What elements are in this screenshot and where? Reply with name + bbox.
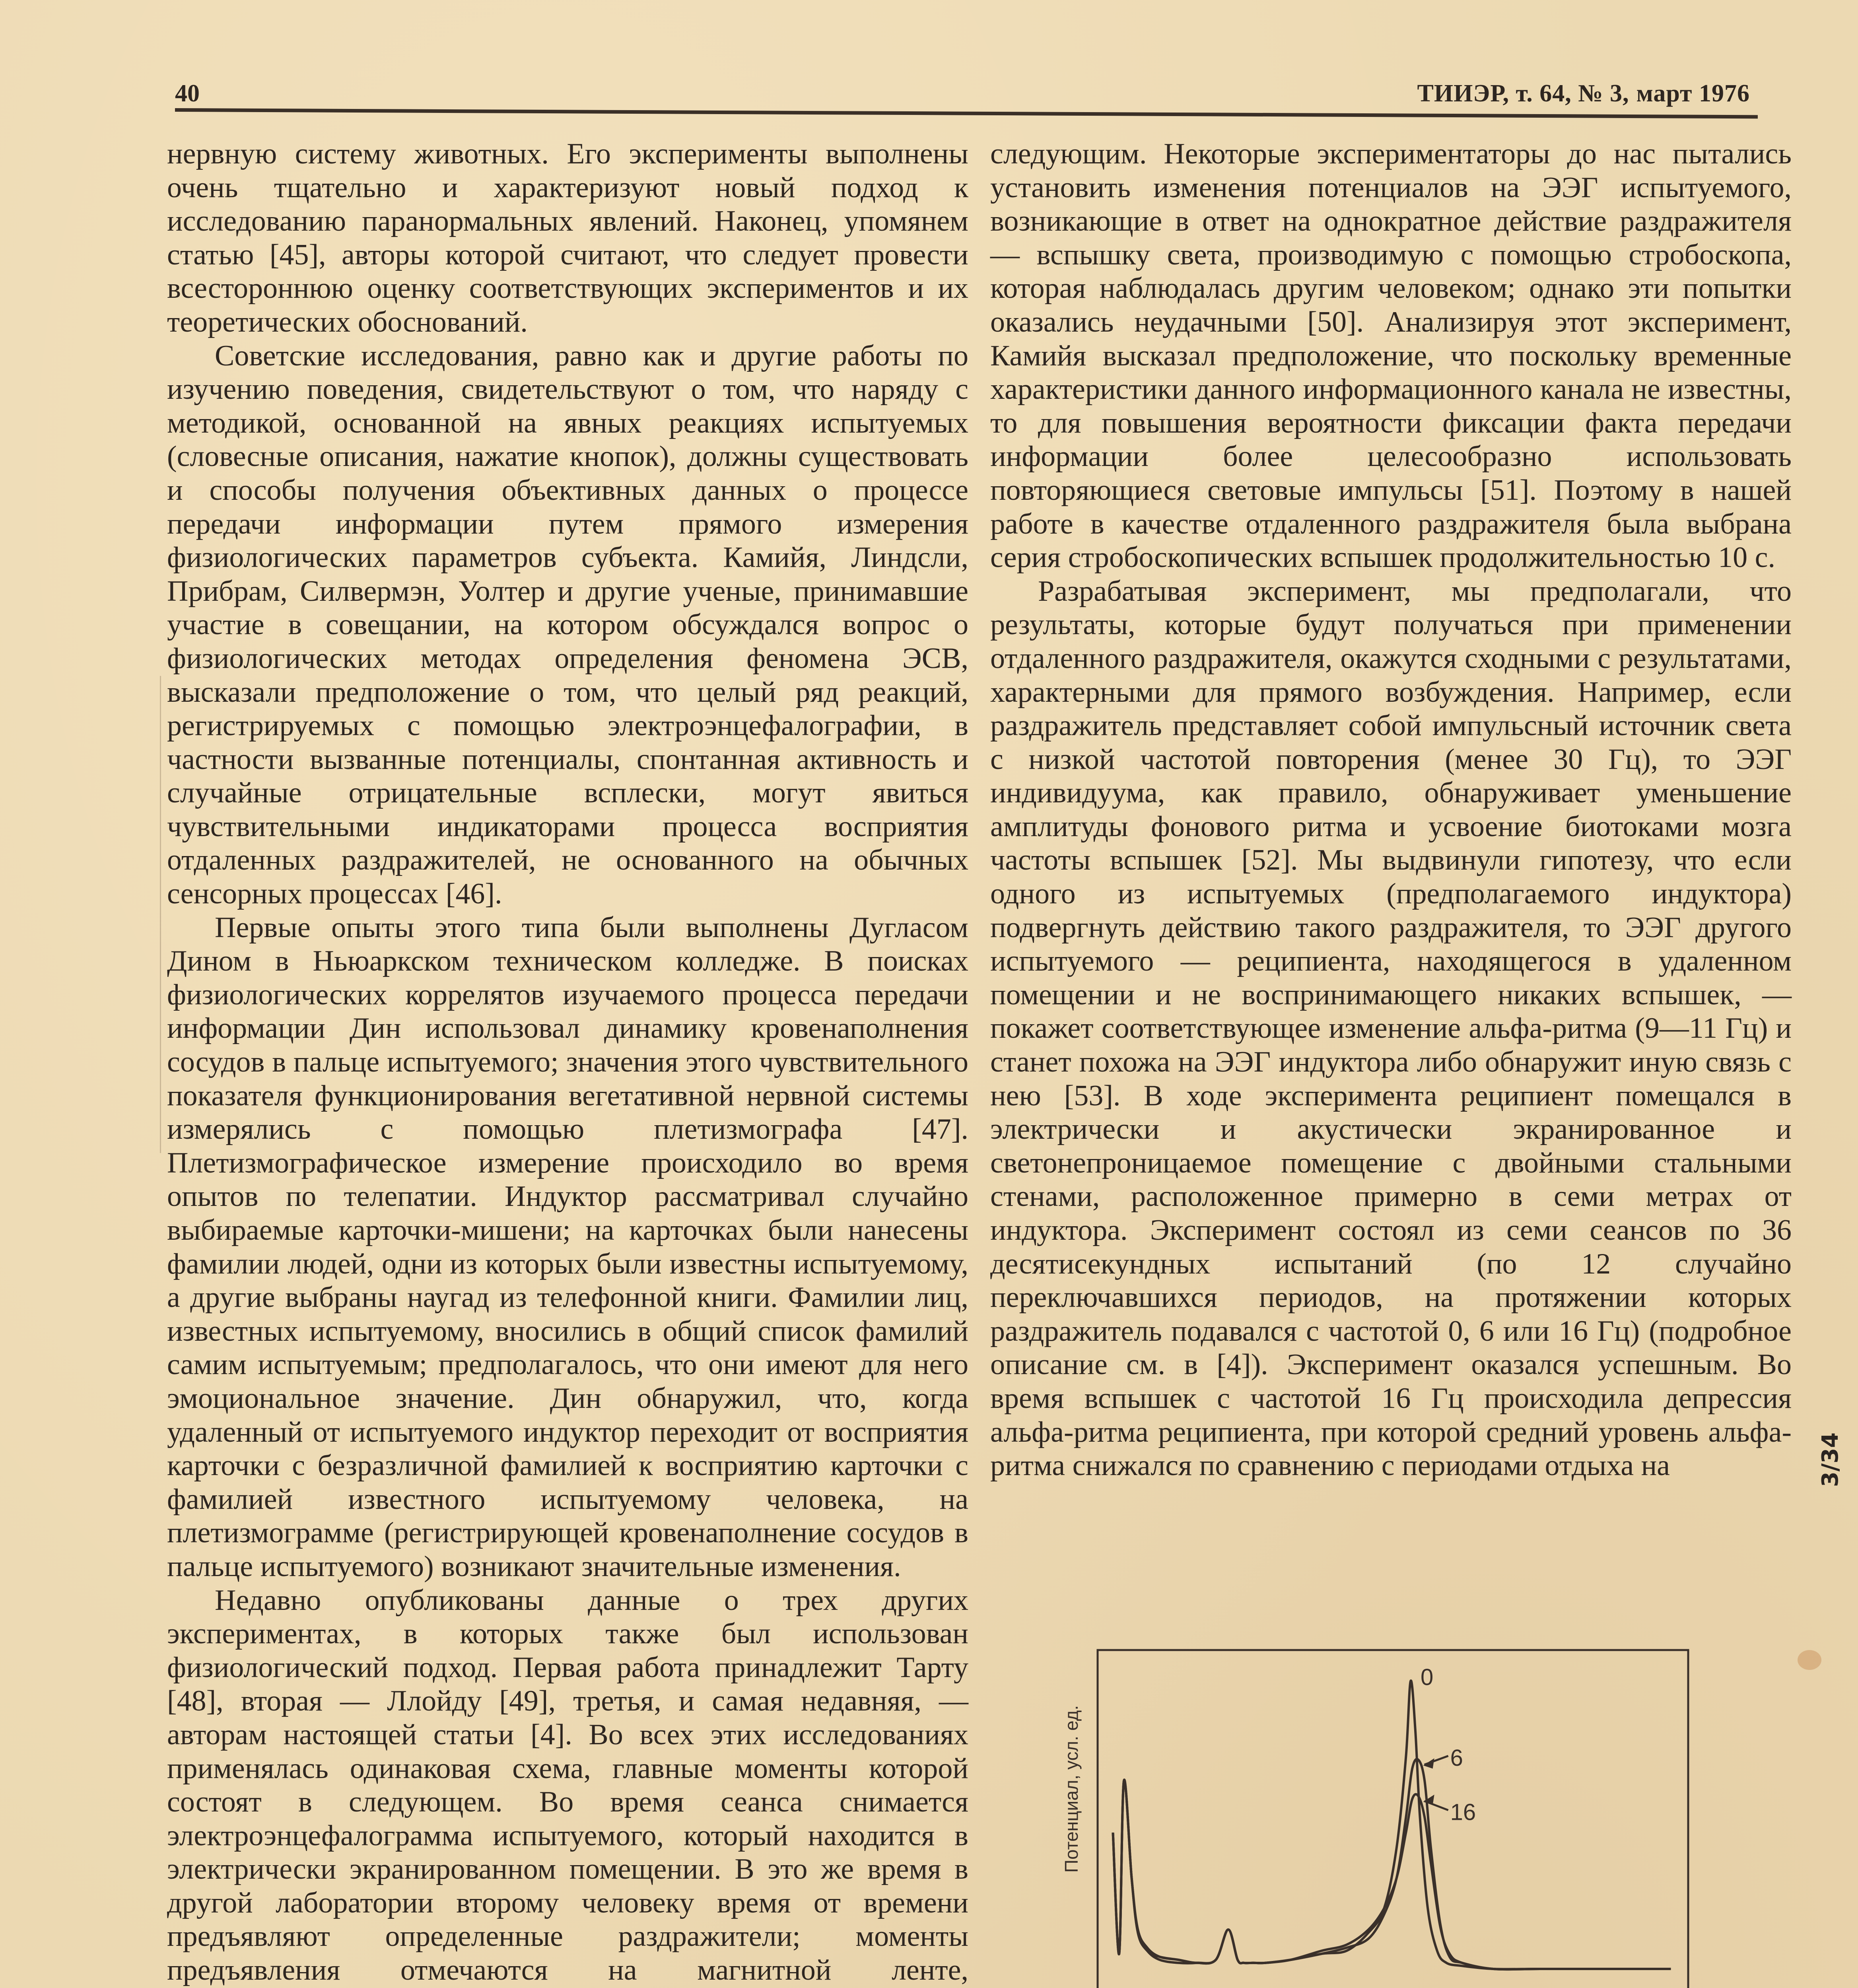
series-label-6: 6 [1450, 1745, 1463, 1771]
arrowhead-icon [1423, 1795, 1434, 1805]
series-labels [1421, 1664, 1476, 1825]
series-label-0: 0 [1421, 1664, 1434, 1691]
series-line-6 [1113, 1759, 1671, 1969]
margin-pencil-mark [160, 676, 161, 1153]
handwritten-margin-note: 3/34 [1817, 1432, 1843, 1487]
paragraph: Недавно опубликованы данные о трех других экспериментах, в которых также был использован физиологический подход. Первая работа принадлежит Тарту [48], вторая — Ллойду [49], третья, и самая недавняя, — авторам настоящей статьи [4]. Во всех этих исследованиях применялась одинаковая схема, главные моменты которой состоят в следующем. Во время сеанса снимается электроэнцефалограмма испытуемого, который находится в электрически экранированном помещении. В это же время в другой лаборатории второму человеку время от времени предъявляют определенные раздражители; моменты предъявления отмечаются на магнитной ленте, [167, 1584, 968, 1987]
y-axis-label: Потенциал, усл. ед. [1061, 1705, 1082, 1873]
plot-frame [1098, 1650, 1688, 1988]
paragraph: Первые опыты этого типа были выполнены Дугласом Дином в Ньюаркском техническом колледже. В поисках физиологических коррелятов изучаемого процесса передачи информации Дин использовал динамику кровенаполнения сосудов в пальце испытуемого; значения этого чувствительного показателя функционирования вегетативной нервной системы измерялись с помощью плетизмографа [47]. Плетизмографическое измерение происходило во время опытов по телепатии. Индуктор рассматривал случайно выбираемые карточки-мишени; на карточках были нанесены фамилии людей, одни из которых были известны испытуемому, а другие выбраны наугад из телефонной книги. Фамилии лиц, известных испытуемому, вносились в общий список фамилий самим испытуемым; предполагалось, что они имеют для него эмоциональное значение. Дин обнаружил, что, когда удаленный от испытуемого индуктор переходит от восприятия карточки с безразличной фамилией к восприятию карточки с фамилией известного испытуемому человека, на плетизмограмме (регистрирующей кровенаполнение сосудов в пальце испытуемого) возникают значительные изменения. [167, 911, 968, 1583]
series-line-0 [1113, 1681, 1671, 1969]
paragraph: Разрабатывая эксперимент, мы предполагали, что результаты, которые будут получаться при применении отдаленного раздражителя, окажутся сходными с результатами, характерными для прямого возбуждения. Например, если раздражитель представляет собой импульсный источник света с низкой частотой повторения (менее 30 Гц), то ЭЭГ индивидуума, как правило, обнаруживает уменьшение амплитуды фонового ритма и усвоение биотоками мозга частоты вспышек [52]. Мы выдвинули гипотезу, что если одного из испытуемых (предполагаемого индуктора) подвергнуть действию такого раздражителя, то ЭЭГ другого испытуемого — реципиента, находящегося в удаленном помещении и не воспринимающего никаких вспышек, — покажет соответствующее изменение альфа-ритма (9—11 Гц) и станет похожа на ЭЭГ индуктора либо обнаружит иную связь с нею [53]. В ходе эксперимента реципиент помещался в электрически и акустически экранированное и светонепроницаемое помещение с двойными стальными стенами, расположенное примерно в семи метрах от индуктора. Эксперимент состоял из семи сеансов по 36 десятисекундных испытаний (по 12 случайно переключавшихся периодов, на протяжении которых раздражитель подавался с частотой 0, 6 или 16 Гц) (подробное описание см. в [4]). Эксперимент оказался успешным. Во время вспышек с частотой 16 Гц происходила депрессия альфа-ритма реципиента, при которой средний уровень альфа-ритма снижался по сравнению с периодами отдыха на [990, 575, 1792, 1482]
journal-citation [1410, 80, 1750, 108]
eeg-spectrum-chart [1050, 1638, 1750, 1988]
figure-eeg-spectrum [1050, 1638, 1750, 1988]
series-group [1113, 1681, 1671, 1969]
issue-date: март 1976 [1636, 80, 1750, 107]
paragraph: нервную систему животных. Его эксперименты выполнены очень тщательно и характеризуют новый подход к исследованию паранормальных явлений. Наконец, упомянем статью [45], авторы которой считают, что следует провести всестороннюю оценку соответствующих экспериментов и их теоретических обоснований. [167, 138, 968, 338]
left-column [167, 137, 968, 1988]
journal-title: ТИИЭР, т. 64, № 3, [1417, 80, 1629, 107]
paragraph: Советские исследования, равно как и другие работы по изучению поведения, свидетельствуют о том, что наряду с методикой, основанной на явных реакциях испытуемых (словесные описания, нажатие кнопок), должны существовать и способы получения объективных данных о процессе передачи информации путем прямого измерения физиологических параметров субъекта. Камийя, Линдсли, Прибрам, Силвермэн, Уолтер и другие ученые, принимавшие участие в совещании, на котором обсуждался вопрос о физиологических методах определения феномена ЭСВ, высказали предположение о том, что целый ряд реакций, регистрируемых с помощью электроэнцефалографии, в частности вызванные потенциалы, спонтанная активность и случайные отрицательные всплески, могут явиться чувствительными индикаторами процесса восприятия отдаленных раздражителей, не основанного на обычных сенсорных процессах [46]. [167, 339, 968, 911]
page-number: 40 [175, 80, 200, 107]
paper-stain [1798, 1650, 1821, 1670]
right-column [990, 137, 1792, 1483]
paragraph: следующим. Некоторые экспериментаторы до нас пытались установить изменения потенциалов на ЭЭГ испытуемого, возникающие в ответ на однократное действие раздражителя — вспышку света, производимую с помощью стробоскопа, которая наблюдалась другим человеком; однако эти попытки оказались неудачными [50]. Анализируя этот эксперимент, Камийя высказал предположение, что поскольку временные характеристики данного информационного канала не известны, то для повышения вероятности фиксации факта передачи информации более целесообразно использовать повторяющиеся световые импульсы [51]. Поэтому в нашей работе в качестве отдаленного раздражителя была выбрана серия стробоскопических вспышек продолжительностью 10 с. [990, 138, 1792, 574]
series-label-16: 16 [1450, 1799, 1476, 1825]
